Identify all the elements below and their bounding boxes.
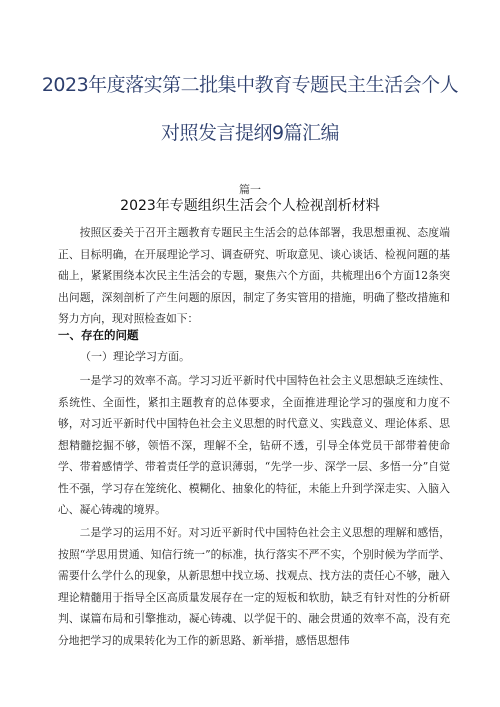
part-label: 篇一 [239,183,261,196]
document-title-line-2: 对照发言提纲9篇汇编 [160,122,340,144]
section-heading: 一、存在的问题 [58,328,139,342]
document-title-line-1: 2023年度落实第二批集中教育专题民主生活会个人 [41,74,459,96]
body-paragraph-2: 二是学习的运用不好。对习近平新时代中国特色社会主义思想的理解和感悟，按照“学思用贯通、知信行统一”的标准，执行落实不严不实，个别时候为学而学、需要什么学什么的现象，从新思想中找立场、找观点、找方法的责任心不够，融入理论精髓用于指导全区高质量发展存在一定的短板和软肋，缺乏有针对性的分析研判、谋篇布局和引擎推动，凝心铸魂、以学促干的、融会贯通的效率不高，没有充分地把学习的成果转化为工作的新思路、新举措，感悟思想伟 [58,526,450,647]
document-subtitle: 2023年专题组织生活会个人检视剖析材料 [120,198,380,214]
body-paragraph-1: 一是学习的效率不高。学习习近平新时代中国特色社会主义思想缺乏连续性、系统性、全面性，紧扣主题教育的总体要求，全面推进理论学习的强度和力度不够，对习近平新时代中国特色社会主义思想的时代意义、实践意义、理论体系、思想精髓挖掘不够，领悟不深，理解不全，钻研不透，引导全体党员干部带着使命学、带着感情学、带着责任学的意识薄弱，“先学一步、深学一层、多悟一分”自觉性不强，学习存在笼统化、模糊化、抽象化的特征，未能上升到学深走实、入脑入心、凝心铸魂的境界。 [58,374,450,516]
subsection-heading: （一）理论学习方面。 [80,350,190,363]
intro-paragraph: 按照区委关于召开主题教育专题民主生活会的总体部署，我思想重视、态度端正、目标明确，在开展理论学习、调查研究、听取意见、谈心谈话、检视问题的基础上，紧紧围绕本次民主生活会的专题，聚焦六个方面，共梳理出6个方面12条突出问题，深刻剖析了产生问题的原因，制定了务实管用的措施，明确了整改措施和努力方向，现对照检查如下： [58,226,450,325]
